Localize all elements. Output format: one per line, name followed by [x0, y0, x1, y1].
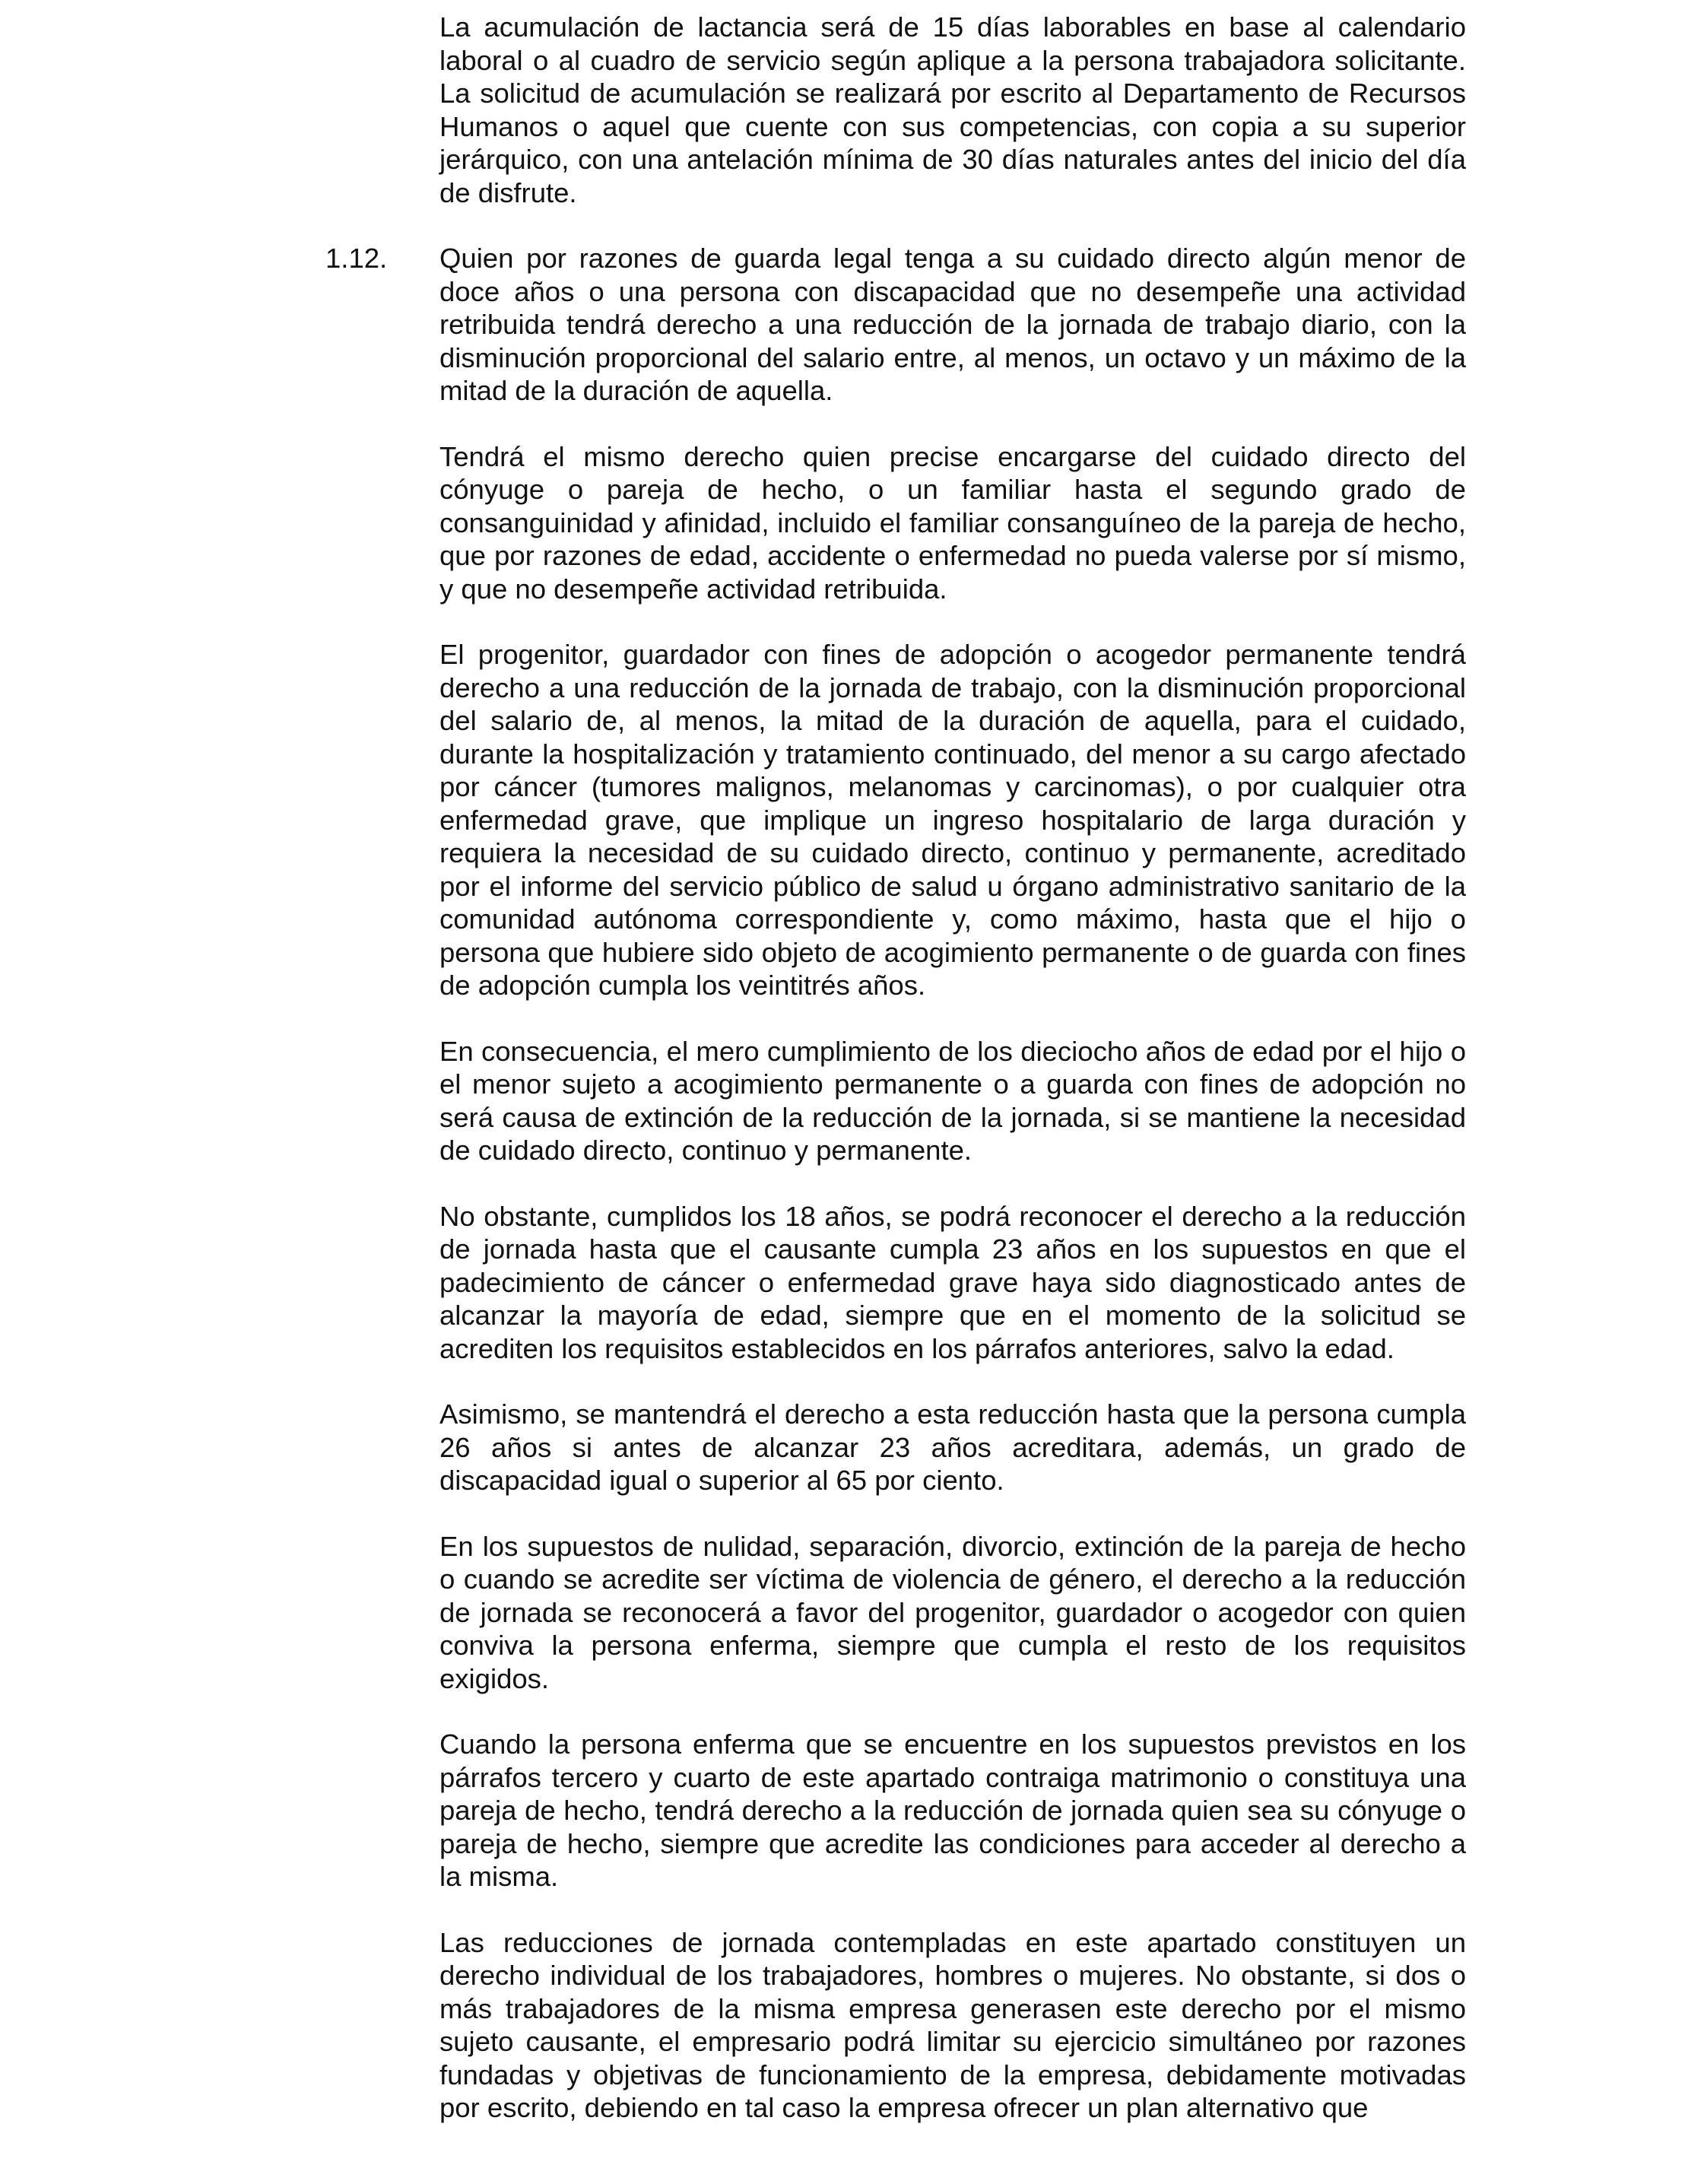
- intro-paragraph: La acumulación de lactancia será de 15 días laborables en base al calendario laboral o al cuadro de servicio según aplique a la persona trabajadora solicitante. La solicitud de acumulación se realizará por escrito al Departamento de Recursos Humanos o aquel que cuente con sus competencias, con copia a su superior jerárquico, con una antelación mínima de 30 días naturales antes del inicio del día de disfrute.: [439, 11, 1466, 208]
- section-paragraph-9: Las reducciones de jornada contempladas en este apartado constituyen un derecho individual de los trabajadores, hombres o mujeres. No obstante, si dos o más trabajadores de la misma empresa generasen este derecho por el mismo sujeto causante, el empresario podrá limitar su ejercicio simultáneo por razones fundadas y objetivas de funcionamiento de la empresa, debidamente motivadas por escrito, debiendo en tal caso la empresa ofrecer un plan alternativo que: [439, 1926, 1466, 2123]
- section-paragraph-6: Asimismo, se mantendrá el derecho a esta reducción hasta que la persona cumpla 26 años si antes de alcanzar 23 años acreditara, además, un grado de discapacidad igual o superior al 65 por ciento.: [439, 1398, 1466, 1496]
- section-body: [439, 242, 1466, 2157]
- section-paragraph-7: En los supuestos de nulidad, separación, divorcio, extinción de la pareja de hecho o cuando se acredite ser víctima de violencia de género, el derecho a la reducción de jornada se reconocerá a favor del progenitor, guardador o acogedor con quien conviva la persona enferma, siempre que cumpla el resto de los requisitos exigidos.: [439, 1530, 1466, 1694]
- section-paragraph-8: Cuando la persona enferma que se encuentre en los supuestos previstos en los párrafos tercero y cuarto de este apartado contraiga matrimonio o constituya una pareja de hecho, tendrá derecho a la reducción de jornada quien sea su cónyuge o pareja de hecho, siempre que acredite las condiciones para acceder al derecho a la misma.: [439, 1728, 1466, 1892]
- section-paragraph-1: Quien por razones de guarda legal tenga a su cuidado directo algún menor de doce años o una persona con discapacidad que no desempeñe una actividad retribuida tendrá derecho a una reducción de la jornada de trabajo diario, con la disminución proporcional del salario entre, al menos, un octavo y un máximo de la mitad de la duración de aquella.: [439, 243, 1466, 406]
- intro-block: [439, 11, 1466, 242]
- section-paragraph-4: En consecuencia, el mero cumplimiento de los dieciocho años de edad por el hijo o el menor sujeto a acogimiento permanente o a guarda con fines de adopción no será causa de extinción de la reducción de la jornada, si se mantiene la necesidad de cuidado directo, continuo y permanente.: [439, 1035, 1466, 1166]
- section-paragraph-2: Tendrá el mismo derecho quien precise encargarse del cuidado directo del cónyuge o pareja de hecho, o un familiar hasta el segundo grado de consanguinidad y afinidad, incluido el familiar consanguíneo de la pareja de hecho, que por razones de edad, accidente o enfermedad no pueda valerse por sí mismo, y que no desempeñe actividad retribuida.: [439, 440, 1466, 605]
- section-paragraph-5: No obstante, cumplidos los 18 años, se podrá reconocer el derecho a la reducción de jornada hasta que el causante cumpla 23 años en los supuestos en que el padecimiento de cáncer o enfermedad grave haya sido diagnosticado antes de alcanzar la mayoría de edad, siempre que en el momento de la solicitud se acrediten los requisitos establecidos en los párrafos anteriores, salvo la edad.: [439, 1200, 1466, 1364]
- section-paragraph-3: El progenitor, guardador con fines de adopción o acogedor permanente tendrá derecho a una reducción de la jornada de trabajo, con la disminución proporcional del salario de, al menos, la mitad de la duración de aquella, para el cuidado, durante la hospitalización y tratamiento continuado, del menor a su cargo afectado por cáncer (tumores malignos, melanomas y carcinomas), o por cualquier otra enfermedad grave, que implique un ingreso hospitalario de larga duración y requiera la necesidad de su cuidado directo, continuo y permanente, acreditado por el informe del servicio público de salud u órgano administrativo sanitario de la comunidad autónoma correspondiente y, como máximo, hasta que el hijo o persona que hubiere sido objeto de acogimiento permanente o de guarda con fines de adopción cumpla los veintitrés años.: [439, 639, 1466, 1001]
- section-number: 1.12.: [325, 243, 388, 274]
